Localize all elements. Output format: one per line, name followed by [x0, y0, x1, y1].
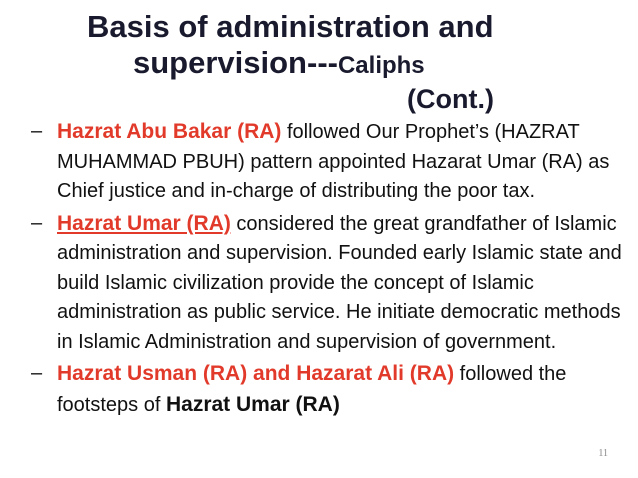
bullet-umar [31, 209, 631, 358]
bullet-dash: – [31, 211, 43, 234]
page-number: 11 [598, 448, 608, 459]
title-supervision: supervision--- [133, 45, 338, 80]
title-caliphs: Caliphs [337, 52, 425, 79]
bullet-dash: – [31, 362, 43, 384]
bullet-usman-ali [31, 359, 631, 420]
highlight-umar-tail: Hazrat Umar (RA) [165, 392, 340, 416]
highlight-abu-bakar: Hazrat Abu Bakar (RA) [57, 120, 282, 143]
highlight-usman-ali: Hazrat Usman (RA) and Hazarat Ali (RA) [57, 362, 455, 385]
slide-title-line-2 [133, 47, 425, 78]
slide-title-cont: (Cont.) [407, 84, 494, 114]
bullet-text: considered the great grandfather of Islamic administration and supervision. Founded early Islamic state and build Islamic civilization provide the concept of Islamic administration as public service. He initiate democratic methods in Islamic Administration and supervision of government. [57, 212, 622, 353]
bullet-text: followed Our Prophet’s (HAZRAT MUHAMMAD PBUH) pattern appointed Hazarat Umar (RA) as Chief justice and in-charge of distributing the poor tax. [57, 121, 610, 202]
bullet-abu-bakar [31, 117, 631, 207]
slide-title-line-1: Basis of administration and [87, 9, 494, 44]
bullet-list [31, 117, 631, 420]
highlight-umar: Hazrat Umar (RA) [57, 211, 231, 235]
bullet-dash: – [31, 120, 43, 142]
bullet-text: followed the footsteps of [57, 363, 567, 416]
